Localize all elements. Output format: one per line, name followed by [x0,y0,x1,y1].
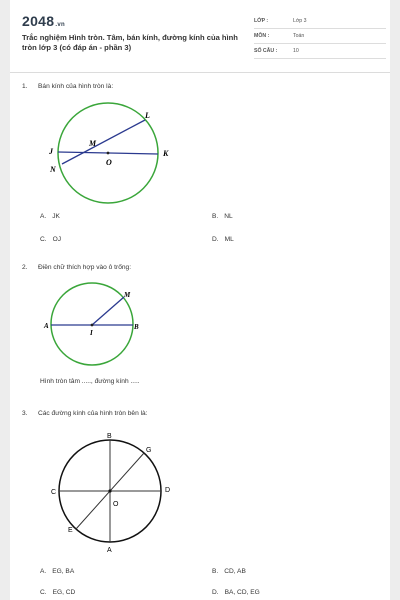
worksheet-header [10,0,390,72]
label-j: J [49,147,53,156]
label-n: N [50,165,56,174]
logo-tld: .vn [55,22,65,28]
option-1c[interactable] [40,236,61,243]
logo-main: 2048 [22,13,55,29]
label-b: B [134,323,139,331]
page-title: Trắc nghiệm Hình tròn. Tâm, bán kính, đường kính của hình tròn lớp 3 (có đáp án - phần 3) [22,33,238,52]
option-text: EG, BA [52,568,75,575]
label-m: M [124,291,131,299]
meta-key: MÔN : [254,33,270,39]
label-d: D [165,487,171,494]
option-letter: D. [212,589,219,596]
option-1d[interactable] [212,236,234,243]
label-o: O [113,501,119,508]
option-letter: A. [40,568,47,575]
question-text: Các đường kính của hình tròn bên là: [38,410,148,417]
label-l: L [145,111,150,120]
label-e: E [68,527,73,534]
meta-key: SỐ CÂU : [254,48,278,54]
fill-in-blank[interactable]: Hình tròn tâm ....., đường kính ..... [40,378,140,385]
option-text: OJ [52,236,62,243]
option-letter: C. [40,236,47,243]
option-letter: D. [212,236,219,243]
label-b: B [107,433,112,440]
label-a: A [107,547,112,554]
meta-value: Toán [293,33,305,39]
option-letter: B. [212,568,219,575]
chord-nl [62,120,145,164]
center-point [107,152,110,155]
option-text: EG, CD [52,589,76,596]
option-text: CD, AB [224,568,246,575]
center-point [108,489,111,492]
question-number: 1. [22,83,28,90]
radius-im [92,297,124,325]
option-3c[interactable] [40,589,75,596]
meta-subject [254,29,386,44]
figure-q3 [10,430,390,560]
option-letter: C. [40,589,47,596]
question-text: Bán kính của hình tròn là: [38,83,114,90]
label-k: K [163,149,169,158]
label-i: I [90,329,93,337]
meta-value: Lớp 3 [293,18,307,24]
option-text: ML [224,236,234,243]
figure-q1 [10,98,390,208]
option-3b[interactable] [212,568,246,575]
worksheet-page [10,0,390,600]
option-text: BA, CD, EG [224,589,260,596]
question-number: 2. [22,264,28,271]
meta-key: LỚP : [254,18,269,24]
label-o: O [106,158,112,167]
option-letter: B. [212,213,219,220]
question-number: 3. [22,410,28,417]
label-c: C [51,489,57,496]
label-a: A [44,322,49,330]
center-point [91,324,94,327]
option-text: JK [52,213,60,220]
question-text: Điền chữ thích hợp vào ô trống: [38,264,132,271]
option-1a[interactable] [40,213,60,220]
option-3a[interactable] [40,568,74,575]
meta-value: 10 [293,48,299,54]
option-1b[interactable] [212,213,233,220]
figure-q2 [10,282,390,372]
site-logo[interactable] [22,13,65,29]
option-3d[interactable] [212,589,260,596]
label-m: M [89,139,97,148]
option-text: NL [224,213,233,220]
option-letter: A. [40,213,47,220]
header-divider [10,72,390,73]
meta-question-count [254,44,386,59]
label-g: G [146,447,152,454]
meta-grade [254,14,386,29]
